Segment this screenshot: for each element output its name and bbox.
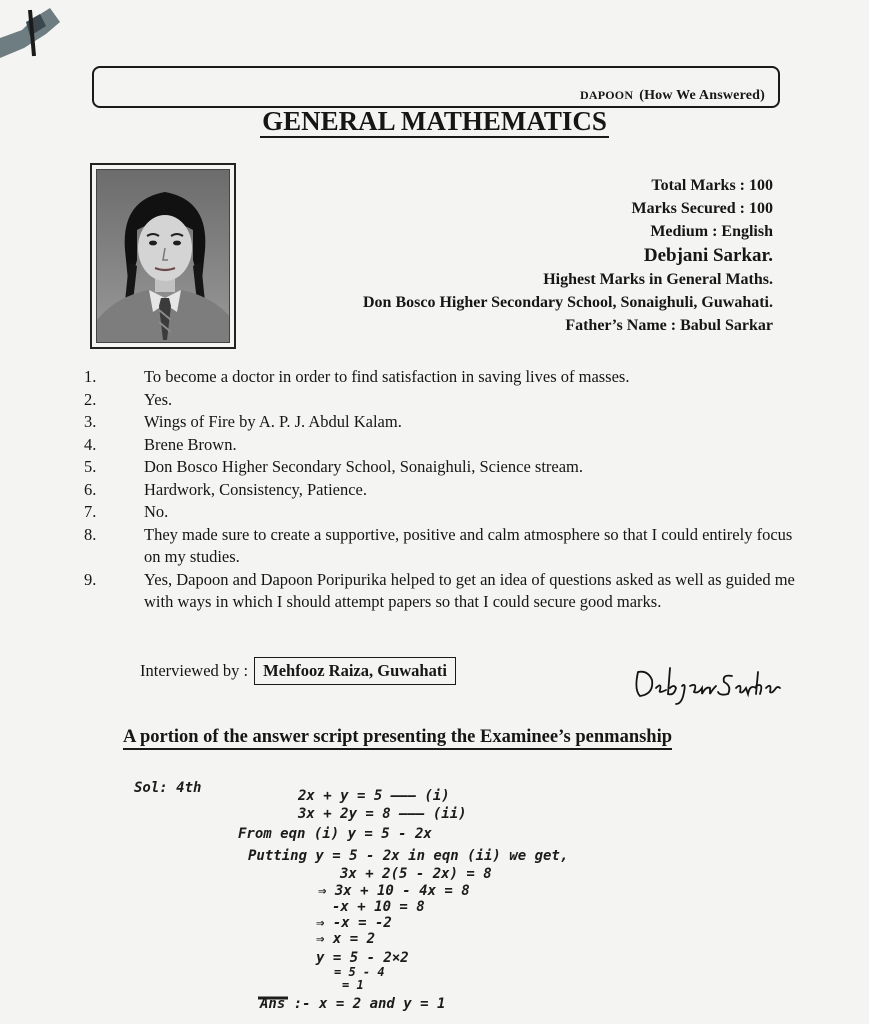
- answer-number: 2.: [84, 389, 97, 409]
- answer-number: 4.: [84, 434, 97, 454]
- answer-item: [76, 411, 796, 434]
- answer-item: [76, 501, 796, 524]
- header-banner: [92, 66, 780, 108]
- answer-list: [76, 366, 796, 614]
- interviewer-name: Mehfooz Raiza, Guwahati: [254, 657, 456, 685]
- script-line: = 5 - 4: [334, 965, 385, 979]
- school-name: Don Bosco Higher Secondary School, Sonaighuli, Guwahati.: [363, 294, 773, 311]
- answer-item: [76, 456, 796, 479]
- student-photo-image: [96, 169, 230, 343]
- answer-item: [76, 479, 796, 502]
- answer-number: 5.: [84, 457, 97, 476]
- script-line: 2x + y = 5 ——— (i): [298, 788, 450, 804]
- script-line: Sol: 4th: [134, 780, 202, 796]
- publication-name: DAPOON: [580, 88, 634, 102]
- answer-number: 7.: [84, 502, 97, 521]
- answer-number: 8.: [84, 524, 97, 544]
- script-line: ⇒ -x = -2: [316, 915, 392, 931]
- student-name: Debjani Sarkar.: [643, 245, 773, 266]
- handwritten-answer-script: [120, 770, 780, 1015]
- script-line: Putting y = 5 - 2x in eqn (ii) we get,: [248, 848, 569, 864]
- answer-text: No.: [144, 502, 169, 521]
- answer-item: [76, 434, 796, 457]
- answer-text: Yes.: [144, 389, 173, 409]
- script-line: Ans :- x = 2 and y = 1: [260, 996, 446, 1012]
- medium: Medium : English: [650, 223, 773, 240]
- script-line: ⇒ 3x + 10 - 4x = 8: [318, 883, 470, 899]
- publication-tagline: (How We Answered): [639, 88, 765, 103]
- page-title: [0, 106, 869, 137]
- student-photo: [90, 163, 236, 349]
- student-info: [363, 174, 773, 337]
- answer-number: 9.: [84, 569, 97, 589]
- answer-item: [76, 524, 796, 569]
- answer-text: They made sure to create a supportive, positive and calm atmosphere so that I could entirely focus on my studies.: [144, 524, 793, 566]
- answer-item: [76, 569, 796, 614]
- answer-text: Hardwork, Consistency, Patience.: [144, 479, 367, 499]
- script-line: y = 5 - 2×2: [316, 950, 409, 966]
- interview-credit: [140, 657, 456, 685]
- handwritten-signature: [632, 660, 782, 710]
- answer-text: To become a doctor in order to find satisfaction in saving lives of masses.: [144, 367, 630, 386]
- interview-label: Interviewed by :: [140, 661, 249, 680]
- answer-number: 1.: [84, 367, 97, 386]
- father-name: Father’s Name : Babul Sarkar: [565, 317, 773, 334]
- answer-number: 6.: [84, 479, 97, 499]
- total-marks: Total Marks : 100: [651, 177, 773, 194]
- script-line: ⇒ x = 2: [316, 931, 376, 947]
- script-line: -x + 10 = 8: [332, 899, 425, 915]
- page-title-text: GENERAL MATHEMATICS: [262, 106, 607, 136]
- answer-text: Yes, Dapoon and Dapoon Poripurika helped to get an idea of questions asked as well as guided me with ways in which I should attempt papers so that I could secure good marks.: [144, 569, 795, 611]
- section-heading: A portion of the answer script presenting the Examinee’s penmanship: [123, 726, 672, 750]
- answer-number: 3.: [84, 412, 97, 431]
- answer-text: Brene Brown.: [144, 434, 237, 454]
- answer-text: Wings of Fire by A. P. J. Abdul Kalam.: [144, 412, 402, 431]
- script-line: 3x + 2y = 8 ——— (ii): [298, 806, 467, 822]
- answer-item: [76, 389, 796, 412]
- header-label: [577, 88, 768, 104]
- answer-item: [76, 366, 796, 389]
- corner-scan-mark: [0, 0, 70, 70]
- answer-text: Don Bosco Higher Secondary School, Sonaighuli, Science stream.: [144, 457, 583, 476]
- script-line: From eqn (i) y = 5 - 2x: [238, 826, 432, 842]
- achievement: Highest Marks in General Maths.: [543, 271, 773, 288]
- script-line: 3x + 2(5 - 2x) = 8: [340, 866, 492, 882]
- script-line: = 1: [342, 978, 364, 992]
- marks-secured: Marks Secured : 100: [631, 200, 773, 217]
